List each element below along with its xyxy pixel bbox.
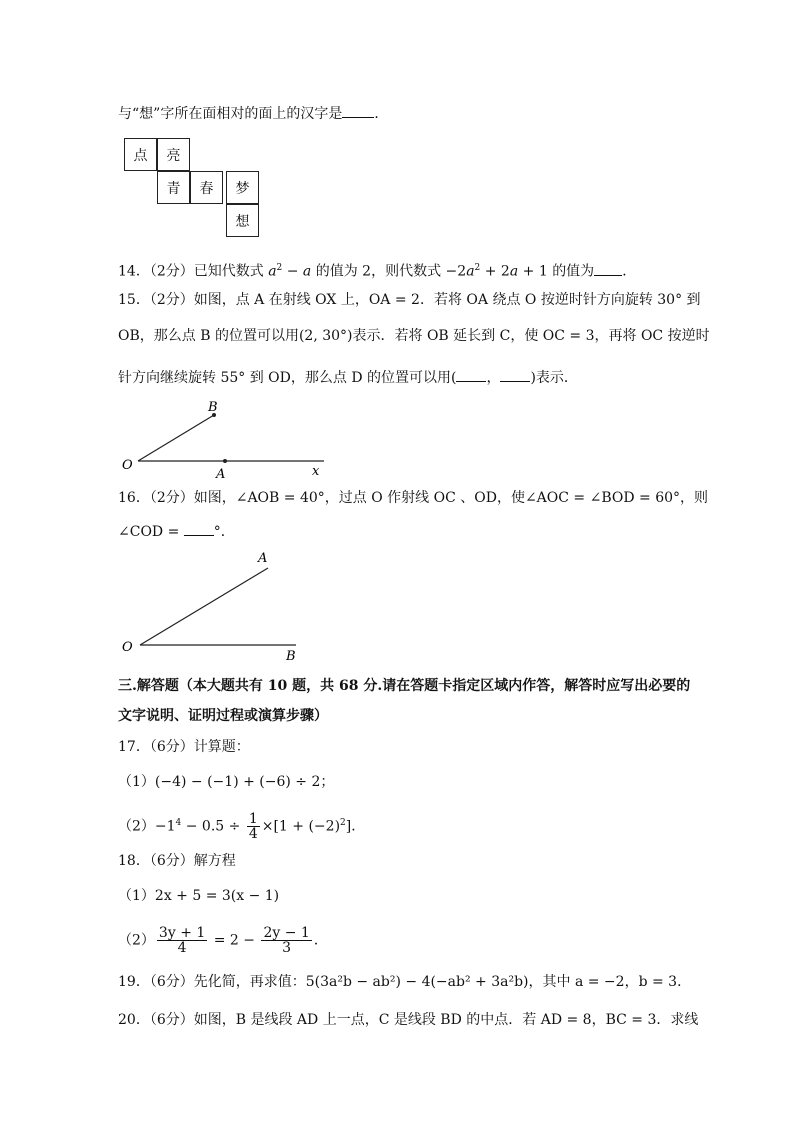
label-o: O bbox=[122, 640, 133, 655]
q16-figure bbox=[118, 548, 318, 664]
label-a: A bbox=[216, 467, 226, 480]
section3-heading-1: 三.解答题（本大题共有 10 题，共 68 分.请在答题卡指定区域内作答，解答时应写出必要的 bbox=[118, 678, 691, 694]
q13-text: 与“想”字所在面相对的面上的汉字是 ． bbox=[118, 103, 388, 124]
q16-line1: 16．（2分）如图，∠AOB = 40°，过点 O 作射线 OC 、OD，使∠AOC = ∠BOD = 60°，则 bbox=[118, 490, 709, 506]
cube-cell-3: 青 bbox=[157, 171, 190, 204]
cube-cell-4: 春 bbox=[190, 171, 223, 204]
label-o: O bbox=[122, 458, 133, 473]
q17-title: 17．（6分）计算题： bbox=[118, 739, 250, 755]
q15-line1: 15．（2分）如图，点 A 在射线 OX 上，OA = 2．若将 OA 绕点 O 按逆时针方向旋转 30° 到 bbox=[118, 292, 701, 308]
point-a bbox=[223, 459, 227, 463]
q18-part1: （1）2x + 5 = 3(x − 1) bbox=[118, 888, 280, 904]
fraction-1: $\frac{3y + 1}{4}$ bbox=[158, 925, 206, 956]
label-b: B bbox=[286, 649, 296, 664]
q17-part2: $(2)-1^4 - 0.5$ ÷ $\frac{1}{4}$ $\times[1 + (-2)^2]$． bbox=[118, 811, 366, 842]
label-b: B bbox=[208, 400, 218, 415]
ray-oa bbox=[140, 568, 268, 645]
q17-part1: （1）(−4) − (−1) + (−6) ÷ 2； bbox=[118, 774, 335, 790]
fraction-2: $\frac{2y - 1}{3}$ bbox=[263, 925, 310, 956]
q18-title: 18．（6分）解方程 bbox=[118, 853, 236, 869]
cube-cell-5: 梦 bbox=[226, 171, 259, 204]
q15-figure bbox=[118, 395, 338, 480]
ray-ob bbox=[138, 415, 214, 461]
q15-line2: OB，那么点 B 的位置可以用(2, 30°)表示．若将 OB 延长到 C，使 OC = 3，再将 OC 按逆时 bbox=[118, 328, 710, 344]
label-a: A bbox=[258, 551, 268, 566]
q18-part2: （2） $\frac{3y + 1}{4}$ = 2 − $\frac{2y - 1}{3}$ ． bbox=[118, 925, 328, 956]
q19-text: 19．（6分）先化简，再求值：5(3a²b − ab²) − 4(−ab² + 3a²b)，其中 a = −2，b = 3． bbox=[118, 974, 692, 990]
label-x: x bbox=[312, 464, 320, 479]
q14-text: 14．（2分）已知代数式 $a^2 - a$ 的值为 2，则代数式 $-2a^2 + 2a + 1$ 的值为 ． bbox=[118, 258, 636, 282]
q20-text: 20．（6分）如图，B 是线段 AD 上一点，C 是线段 BD 的中点．若 AD = 8，BC = 3．求线 bbox=[118, 1012, 699, 1028]
section3-heading-2: 文字说明、证明过程或演算步骤） bbox=[118, 708, 328, 724]
fraction: $\frac{1}{4}$ bbox=[248, 811, 258, 842]
q16-line2: ∠COD = °． bbox=[118, 521, 235, 542]
cube-cell-6: 想 bbox=[226, 204, 259, 237]
q15-line3: 针方向继续旋转 55° 到 OD，那么点 D 的位置可以用( ， )表示． bbox=[118, 367, 578, 388]
cube-cell-1: 点 bbox=[124, 138, 157, 171]
cube-cell-2: 亮 bbox=[157, 138, 190, 171]
